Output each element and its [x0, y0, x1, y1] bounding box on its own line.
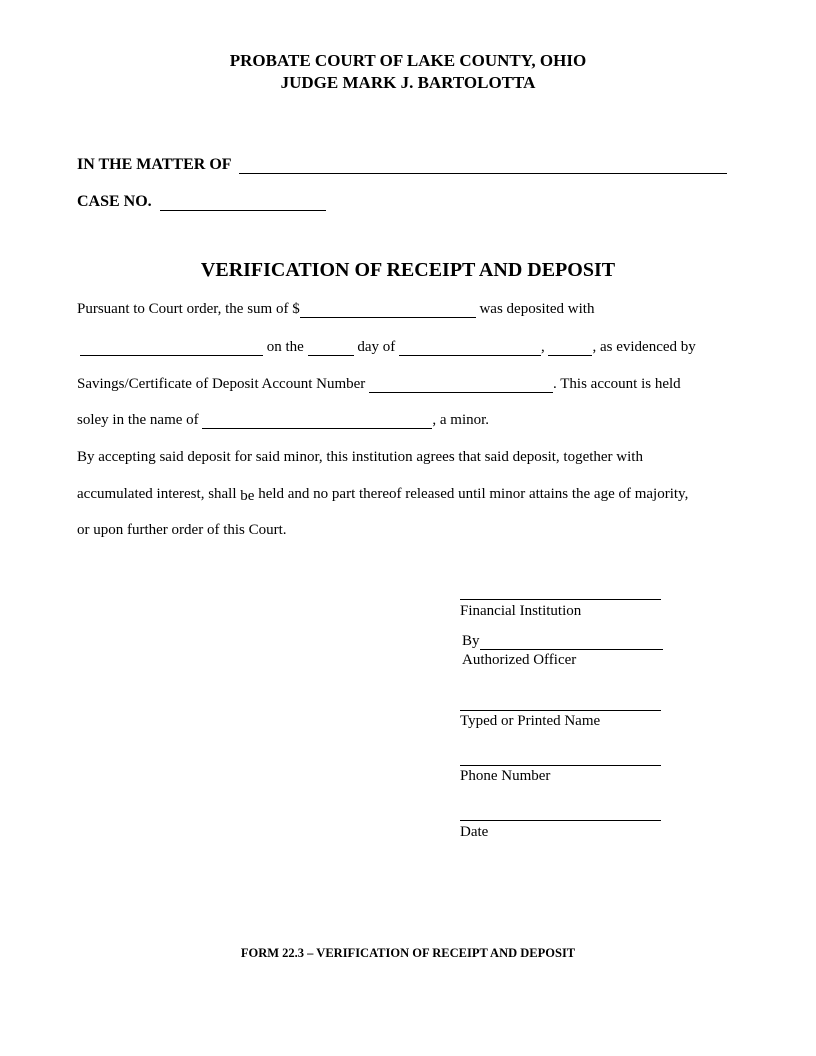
body-line-6-a: accumulated interest, shall [77, 486, 237, 502]
year-field[interactable] [548, 340, 592, 356]
comma: , [540, 339, 545, 355]
sum-label: Pursuant to Court order, the sum of $ [77, 301, 300, 317]
body-line-6-be: be [240, 488, 255, 504]
authorized-officer-label: Authorized Officer [462, 652, 577, 668]
typed-name-line[interactable] [460, 710, 661, 711]
sum-field[interactable] [300, 302, 476, 318]
body-line-6 [77, 486, 688, 503]
body-line-5: By accepting said deposit for said minor, this institution agrees that said deposit, together with [77, 449, 643, 465]
body-line-1 [77, 301, 594, 318]
on-the-label: on the [266, 339, 304, 355]
account-number-field[interactable] [369, 377, 553, 393]
by-label: By [462, 633, 480, 649]
typed-name-label: Typed or Printed Name [460, 713, 601, 729]
day-field[interactable] [308, 340, 354, 356]
institution-field[interactable] [80, 340, 263, 356]
body-line-4 [77, 412, 489, 429]
evidenced-by-label: , as evidenced by [592, 339, 696, 355]
by-row [462, 633, 663, 650]
month-field[interactable] [399, 340, 541, 356]
body-line-6-b: held and no part thereof released until minor attains the age of majority, [258, 486, 689, 502]
court-header [0, 50, 816, 94]
matter-field[interactable] [239, 158, 727, 174]
account-number-label: Savings/Certificate of Deposit Account Number [77, 376, 366, 392]
deposited-with-label: was deposited with [479, 301, 595, 317]
form-title: VERIFICATION OF RECEIPT AND DEPOSIT [200, 259, 616, 281]
matter-row [77, 156, 727, 174]
case-no-label: CASE NO. [77, 193, 152, 210]
matter-label: IN THE MATTER OF [77, 156, 231, 173]
phone-label: Phone Number [460, 768, 551, 784]
body-line-7: or upon further order of this Court. [77, 522, 287, 538]
account-held-label: . This account is held [553, 376, 681, 392]
phone-line[interactable] [460, 765, 661, 766]
body-line-3 [77, 376, 681, 393]
form-footer: FORM 22.3 – VERIFICATION OF RECEIPT AND DEPOSIT [240, 946, 576, 960]
financial-institution-line[interactable] [460, 599, 661, 600]
date-label: Date [460, 824, 489, 840]
case-no-field[interactable] [160, 195, 326, 211]
day-of-label: day of [357, 339, 396, 355]
body-line-2 [80, 339, 696, 356]
name-of-label: soley in the name of [77, 412, 199, 428]
by-signature-field[interactable] [480, 634, 663, 650]
a-minor-label: , a minor. [432, 412, 490, 428]
court-name: PROBATE COURT OF LAKE COUNTY, OHIO [229, 51, 587, 70]
date-line[interactable] [460, 820, 661, 821]
case-no-row [77, 193, 326, 211]
financial-institution-label: Financial Institution [460, 603, 582, 619]
minor-name-field[interactable] [202, 413, 432, 429]
judge-name: JUDGE MARK J. BARTOLOTTA [280, 73, 536, 92]
